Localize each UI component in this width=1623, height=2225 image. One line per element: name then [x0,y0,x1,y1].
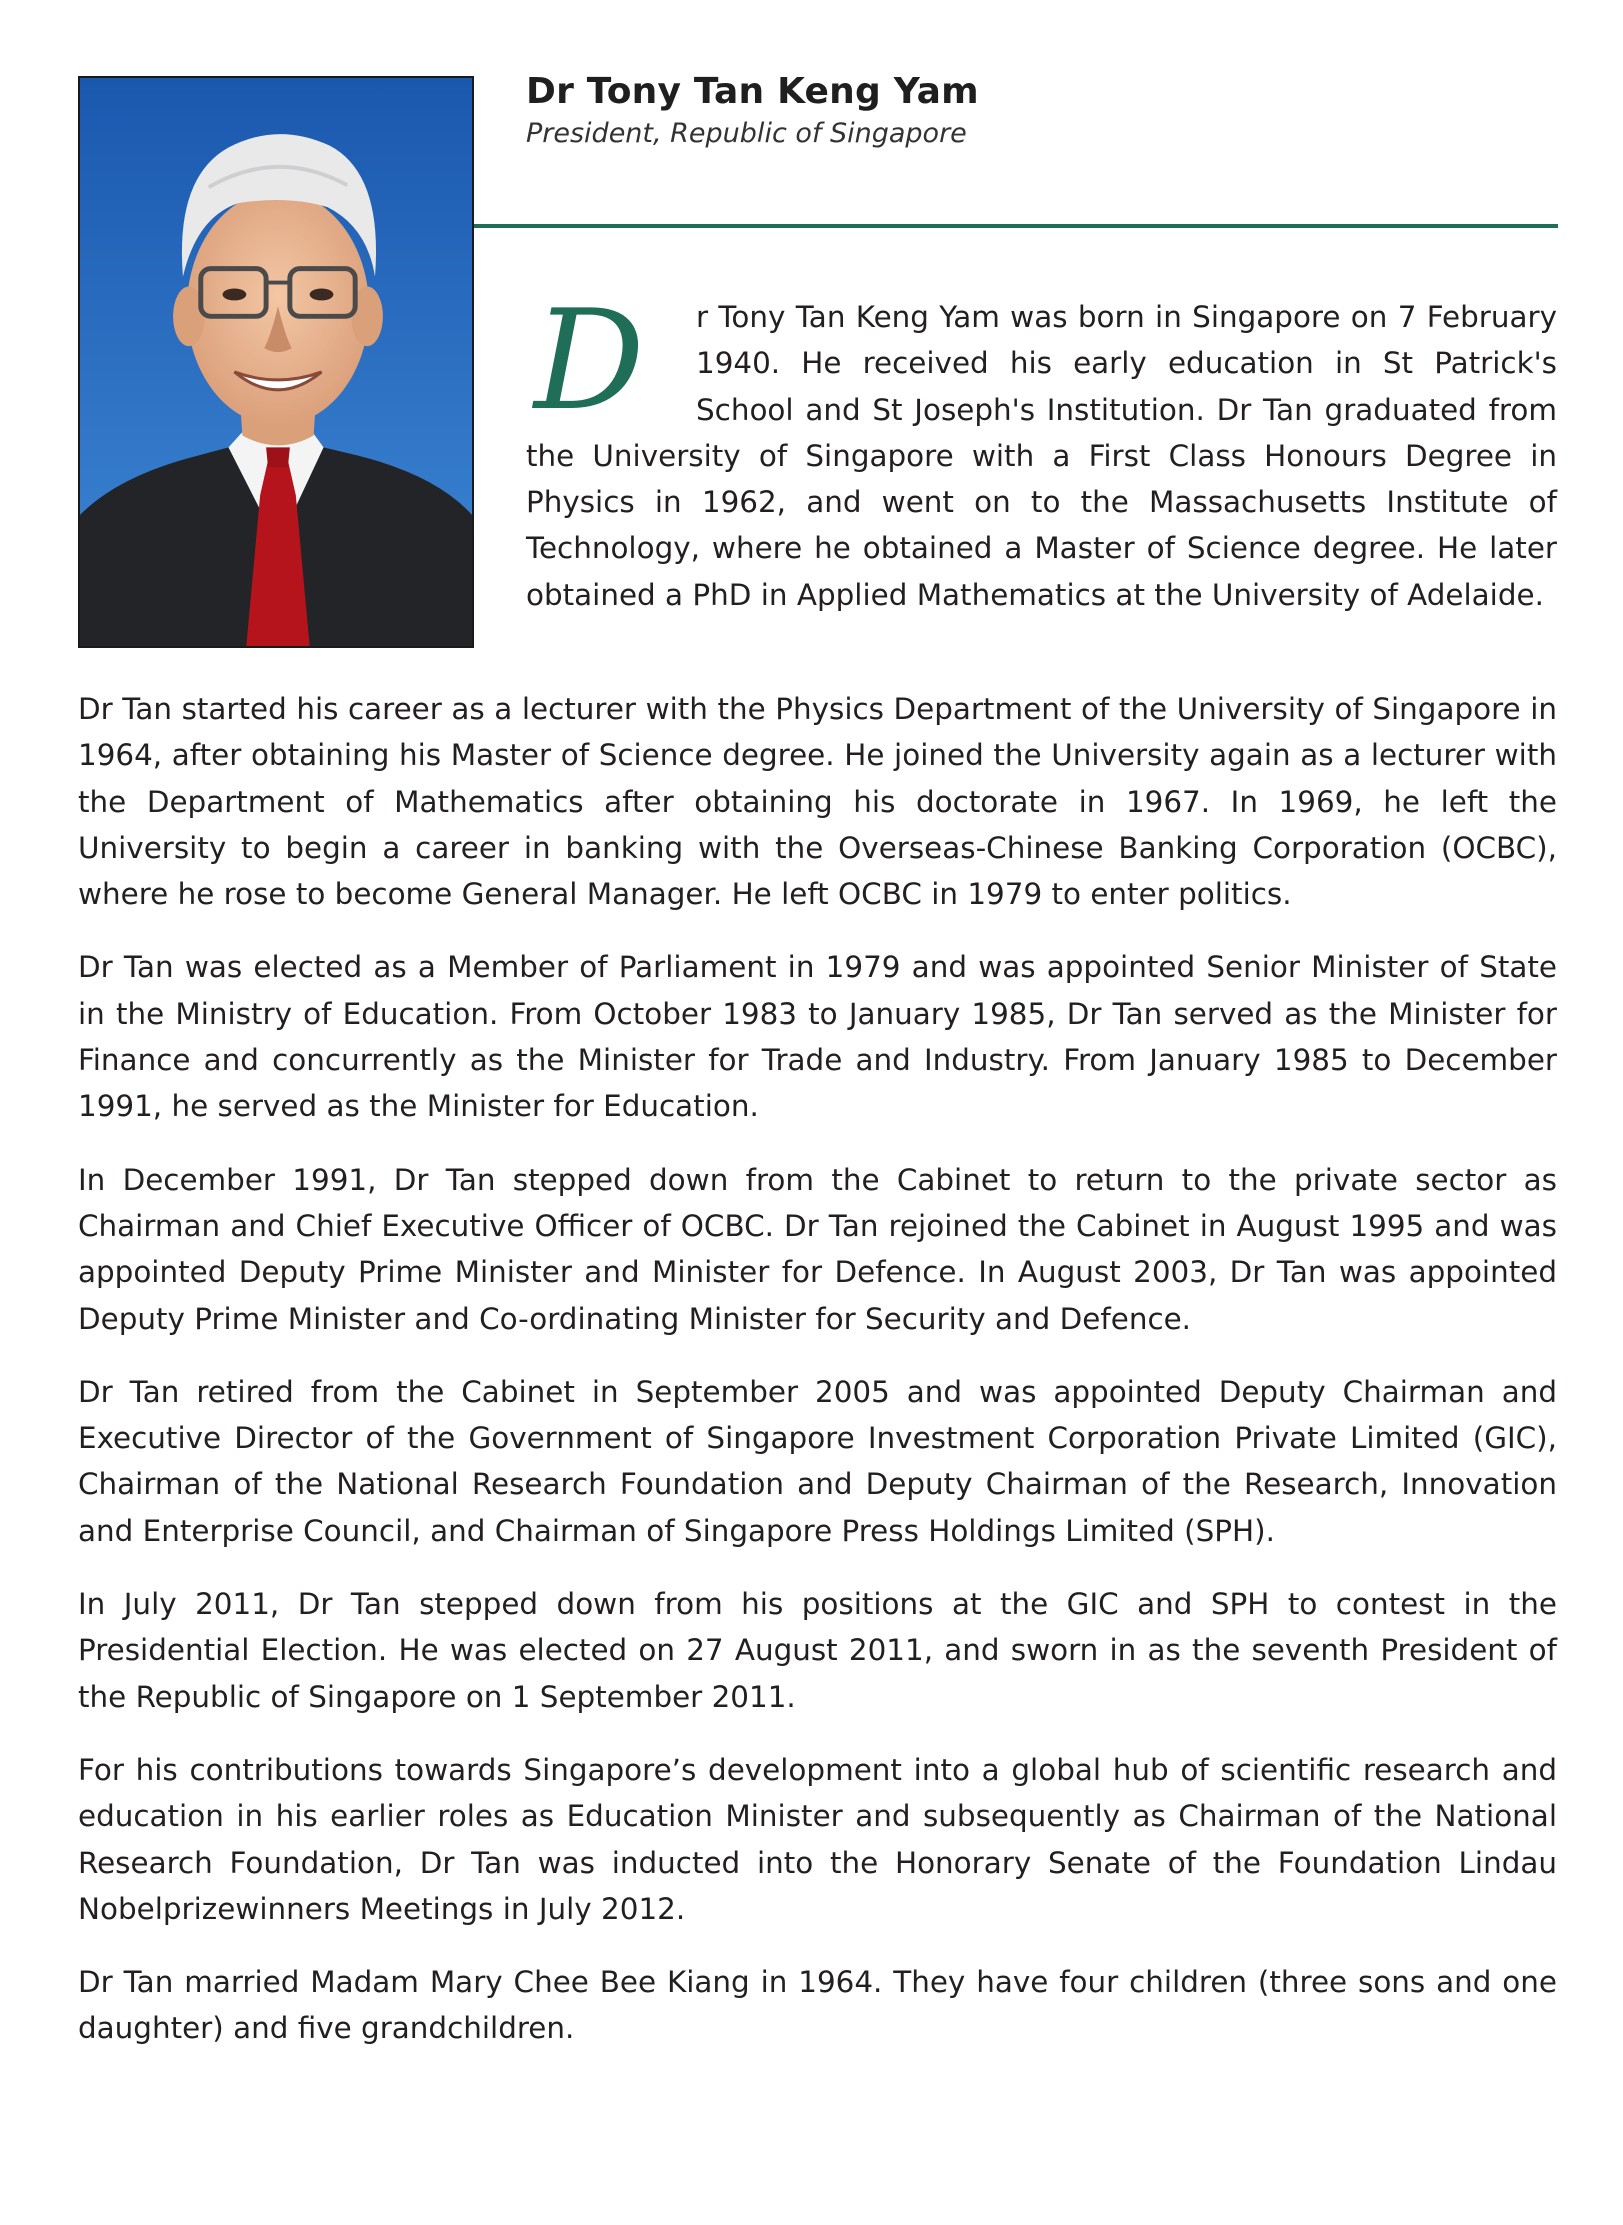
person-name: Dr Tony Tan Keng Yam [526,71,979,112]
green-divider-rule [474,224,1558,228]
drop-cap-letter [526,296,696,424]
paragraph-contributions: For his contributions towards Singapore’s development into a global hub of scientific research and education in his earlier roles as Education Minister and subsequently as Chairman of the National Research Foundation, Dr Tan was inducted into the Honorary Senate of the Foundation Lindau Nobelprizewinners Meetings in July 2012. [78,1752,1557,1926]
drop-cap-glyph: D [534,296,645,424]
paragraph-career-start: Dr Tan started his career as a lecturer with the Physics Department of the University of Singapore in 1964, after obtaining his Master of Science degree. He joined the University again as a lecturer with the Department of Mathematics after obtaining his doctorate in 1967. In 1969, he left the University to begin a career in banking with the Overseas-Chinese Banking Corporation (OCBC), where he rose to become General Manager. He left OCBC in 1979 to enter politics. [78,692,1557,912]
header-block [526,70,1556,152]
paragraph-retirement: Dr Tan retired from the Cabinet in September 2005 and was appointed Deputy Chairman and Executive Director of the Government of Singapore Investment Corporation Private Limited (GIC), Chairman of the National Research Foundation and Deputy Chairman of the Research, Innovation and Enterprise Council, and Chairman of Singapore Press Holdings Limited (SPH). [78,1374,1557,1548]
portrait-photo [78,76,474,648]
paragraph-presidency: In July 2011, Dr Tan stepped down from his positions at the GIC and SPH to contest in the Presidential Election. He was elected on 27 August 2011, and sworn in as the seventh President of the Republic of Singapore on 1 September 2011. [78,1587,1557,1714]
paragraph-family: Dr Tan married Madam Mary Chee Bee Kiang in 1964. They have four children (three sons and one daughter) and five grandchildren. [78,1965,1557,2046]
intro-paragraph [526,294,1557,618]
intro-text: r Tony Tan Keng Yam was born in Singapore on 7 February 1940. He received his early education in St Patrick's School and St Joseph's Institution. Dr Tan graduated from the University of Singapore with a First Class Honours Degree in Physics in 1962, and went on to the Massachusetts Institute of Technology, where he obtained a Master of Science degree. He later obtained a PhD in Applied Mathematics at the University of Adelaide. [526,300,1557,612]
biography-body [78,686,1557,2079]
person-title: President, Republic of Singapore [526,118,967,149]
paragraph-parliament: Dr Tan was elected as a Member of Parliament in 1979 and was appointed Senior Minister of State in the Ministry of Education. From October 1983 to January 1985, Dr Tan served as the Minister for Finance and concurrently as the Minister for Trade and Industry. From January 1985 to December 1991, he served as the Minister for Education. [78,950,1557,1124]
paragraph-cabinet-return: In December 1991, Dr Tan stepped down from the Cabinet to return to the private sector as Chairman and Chief Executive Officer of OCBC. Dr Tan rejoined the Cabinet in August 1995 and was appointed Deputy Prime Minister and Minister for Defence. In August 2003, Dr Tan was appointed Deputy Prime Minister and Co-ordinating Minister for Security and Defence. [78,1162,1557,1336]
